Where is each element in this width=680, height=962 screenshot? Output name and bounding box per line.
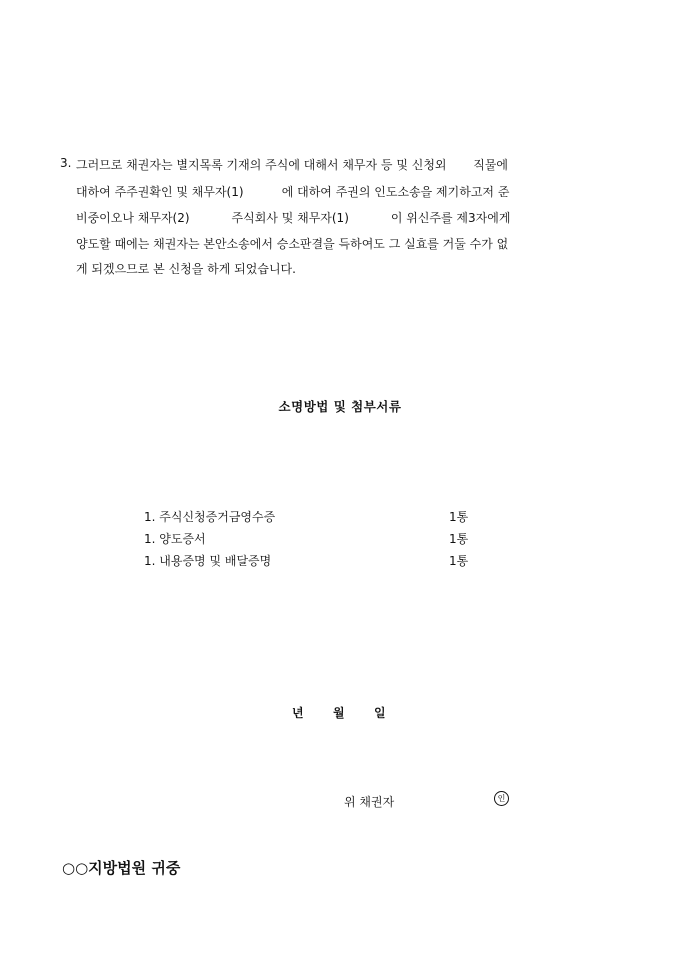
attachment-count: 1통: [449, 554, 469, 568]
date-year: 년: [292, 706, 304, 720]
paragraph-line-2: 대하여 주주권확인 및 채무자(1) 에 대하여 주권의 인도소송을 제기하고저 준: [76, 185, 510, 199]
attachments-title: 소명방법 및 첨부서류: [278, 399, 402, 414]
attachment-count: 1통: [449, 510, 469, 524]
paragraph-number: 3.: [60, 156, 72, 170]
paragraph-line-3: 비중이오나 채무자(2) 주식회사 및 채무자(1) 이 위신주를 제3자에게: [76, 211, 511, 225]
seal-mark: 인: [494, 791, 509, 806]
applicant-label: 위 채권자: [344, 795, 395, 809]
date-month: 월: [333, 706, 345, 720]
paragraph-line-1: 그러므로 채권자는 별지목록 기재의 주식에 대해서 채무자 등 및 신청외 직물에: [76, 158, 508, 172]
paragraph-line-5: 게 되겠으므로 본 신청을 하게 되었습니다.: [76, 262, 296, 276]
attachment-count: 1통: [449, 532, 469, 546]
attachment-item: 1. 양도증서: [144, 532, 206, 546]
attachment-item: 1. 주식신청증거금영수증: [144, 510, 276, 524]
paragraph-line-4: 양도할 때에는 채권자는 본안소송에서 승소판결을 득하여도 그 실효를 거둘 수가 없: [76, 237, 509, 251]
court-addressee: ○○지방법원 귀중: [62, 859, 181, 877]
attachment-item: 1. 내용증명 및 배달증명: [144, 554, 272, 568]
date-day: 일: [374, 706, 386, 720]
